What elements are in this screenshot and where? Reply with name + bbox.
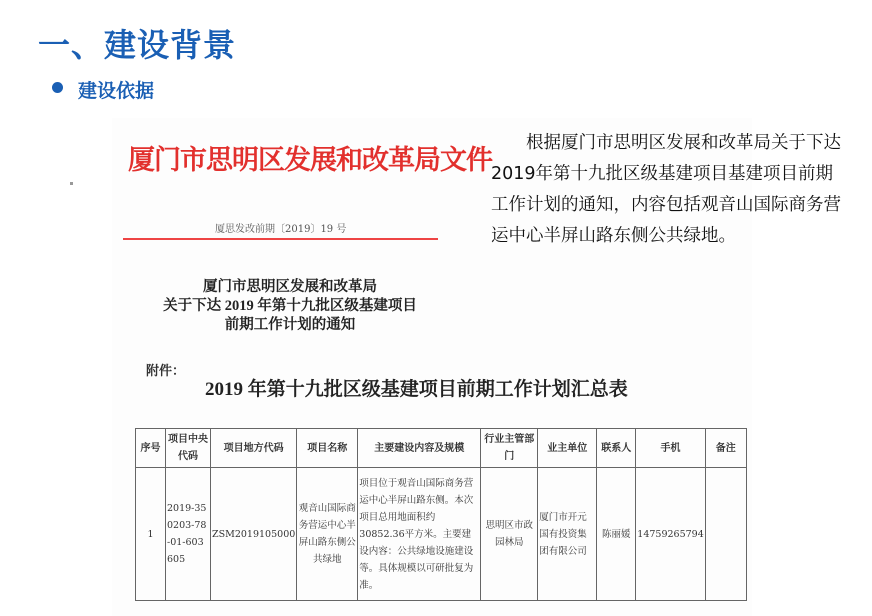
summary-title: 2019 年第十九批区级基建项目前期工作计划汇总表 xyxy=(205,379,628,400)
description-text: 根据厦门市思明区发展和改革局关于下达2019年第十九批区级基建项目基建项目前期工作计划的通知，内容包括观音山国际商务营运中心半屏山路东侧公共绿地。 xyxy=(491,133,841,246)
slide-title: 一、建设背景 xyxy=(38,26,237,64)
cell: 1 xyxy=(136,468,166,601)
attachment-label: 附件： xyxy=(146,363,186,378)
col-header: 业主单位 xyxy=(538,429,597,468)
col-header: 项目地方代码 xyxy=(211,429,297,468)
col-header: 序号 xyxy=(136,429,166,468)
cell: 观音山国际商务营运中心半屏山路东侧公共绿地 xyxy=(297,468,358,601)
document-red-header: 厦门市思明区发展和改革局文件 xyxy=(128,145,492,176)
col-header: 联系人 xyxy=(597,429,636,468)
notice-title xyxy=(145,278,435,335)
bullet-icon xyxy=(52,82,63,93)
red-divider xyxy=(123,238,438,240)
notice-line: 前期工作计划的通知 xyxy=(224,317,356,333)
cell: 14759265794 xyxy=(636,468,706,601)
cell: 思明区市政园林局 xyxy=(481,468,538,601)
section-subtitle: 建设依据 xyxy=(78,80,155,102)
table-header-row xyxy=(136,429,747,468)
col-header: 行业主管部门 xyxy=(481,429,538,468)
cell: 陈丽媛 xyxy=(597,468,636,601)
col-header: 主要建设内容及规模 xyxy=(358,429,481,468)
notice-line: 厦门市思明区发展和改革局 xyxy=(203,279,377,295)
cell: 2019-350203-78-01-603605 xyxy=(166,468,211,601)
col-header: 项目中央代码 xyxy=(166,429,211,468)
cell: 厦门市开元国有投资集团有限公司 xyxy=(538,468,597,601)
table-row xyxy=(136,468,747,601)
col-header: 手机 xyxy=(636,429,706,468)
notice-line: 关于下达 2019 年第十九批区级基建项目 xyxy=(163,298,417,314)
cell xyxy=(705,468,746,601)
project-table xyxy=(135,428,747,601)
cell: ZSM2019105000 xyxy=(211,468,297,601)
col-header: 备注 xyxy=(705,429,746,468)
decorative-dot xyxy=(70,182,73,185)
col-header: 项目名称 xyxy=(297,429,358,468)
document-number: 厦思发改前期〔2019〕19 号 xyxy=(215,224,347,235)
cell: 项目位于观音山国际商务营运中心半屏山路东侧。本次项目总用地面积约30852.36平方米。主要建设内容：公共绿地设施建设等。具体规模以可研批复为准。 xyxy=(358,468,481,601)
